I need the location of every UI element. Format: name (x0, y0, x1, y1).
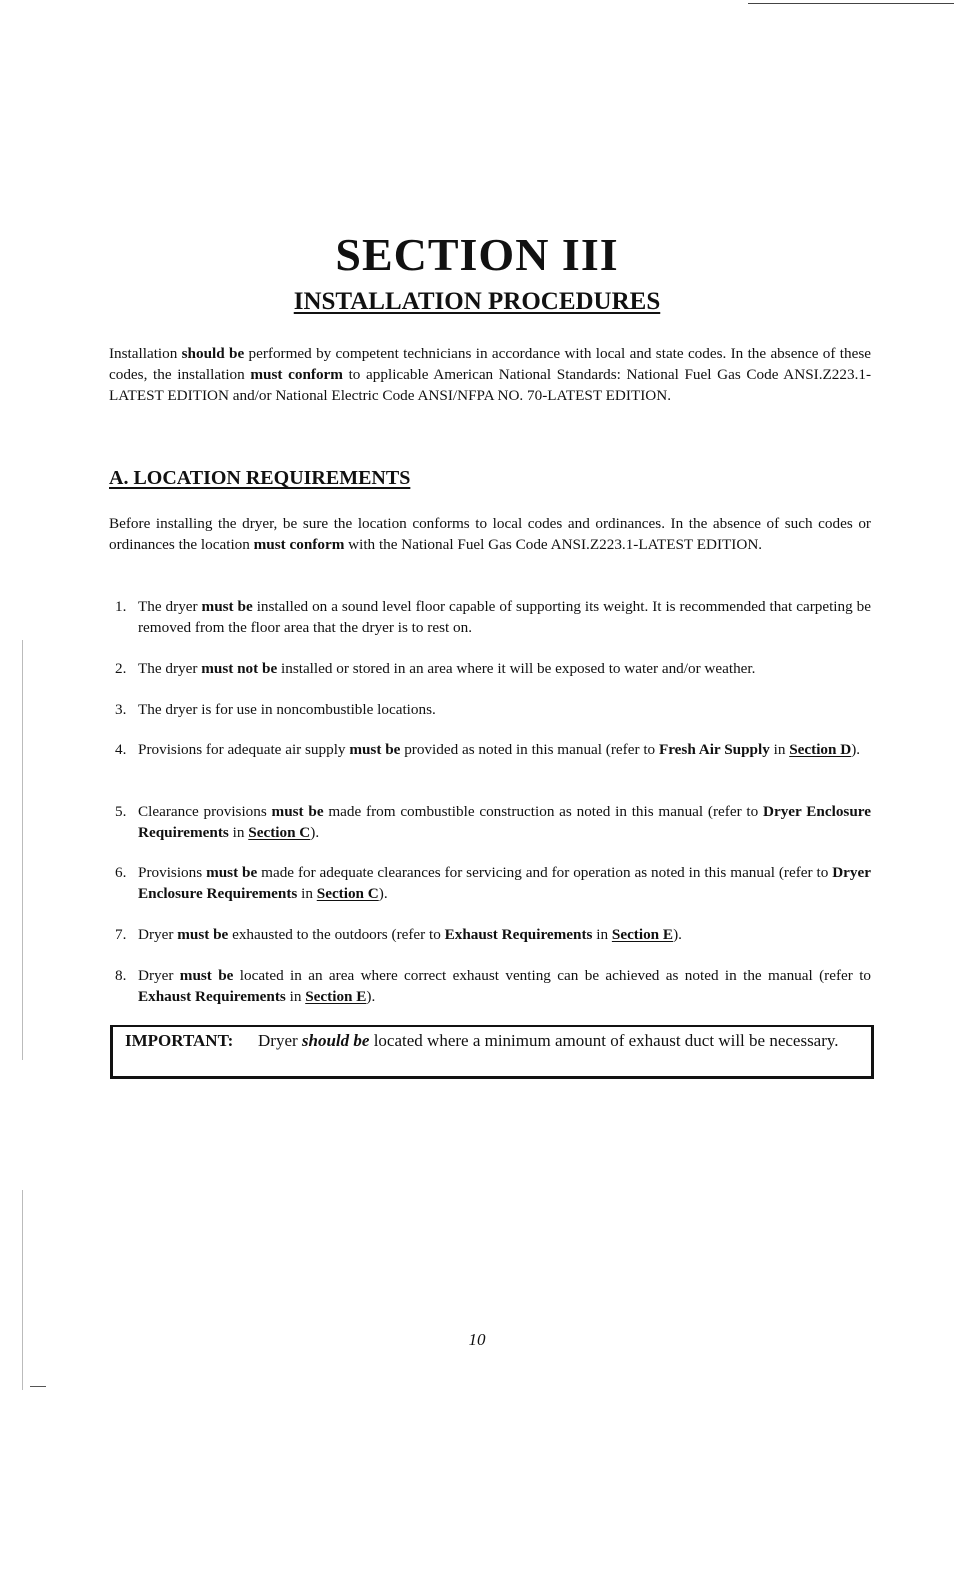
important-text: Dryer should be located where a minimum amount of exhaust duct will be necessary. (258, 1031, 839, 1050)
intro-text: Installation (109, 345, 182, 362)
reference-link: Dryer Enclosure Requirements (138, 864, 872, 902)
intro-text: to applicable American National Standards: National Fuel Gas Code ANSI.Z223.1-LATEST EDITION and/or National Electric Code ANSI/NFPA NO. 70-LATEST EDITION. (109, 366, 872, 404)
list-item-text: Clearance provisions must be made from combustible construction as noted in this manual (refer to Dryer Enclosure Requirements in Section C). (138, 803, 871, 841)
section-reference: Section C (316, 885, 379, 902)
list-item-text: Dryer must be exhausted to the outdoors (refer to Exhaust Requirements in Section E). (138, 926, 682, 943)
list-item (109, 739, 871, 760)
list-item-number: 3. (115, 701, 127, 718)
list-item-number: 6. (115, 864, 127, 881)
list-item-text: The dryer is for use in noncombustible locations. (138, 701, 436, 718)
intro-paragraph (109, 343, 871, 406)
list-item-number: 8. (115, 967, 127, 984)
location-requirements-heading: A. LOCATION REQUIREMENTS (109, 467, 411, 489)
list-item (109, 596, 871, 638)
location-paragraph (109, 513, 871, 555)
intro-text: performed by competent technicians in accordance with local and state codes. In the absence of these codes, the installation (109, 345, 871, 383)
intro-emphasis: should be (181, 345, 245, 362)
intro-emphasis: must conform (250, 366, 343, 383)
section-reference: Section E (611, 926, 674, 943)
list-item-text: Dryer must be located in an area where correct exhaust venting can be achieved as noted in the manual (refer to Exhaust Requirements in Section E). (138, 967, 872, 1005)
location-text: with the National Fuel Gas Code ANSI.Z223.1-LATEST EDITION. (344, 536, 763, 553)
location-text: Before installing the dryer, be sure the location conforms to local codes and ordinances. In the absence of such codes or ordinances the location (109, 515, 871, 553)
list-item-text: The dryer must be installed on a sound level floor capable of supporting its weight. It is recommended that carpeting be removed from the floor area that the dryer is to rest on. (138, 598, 871, 636)
page-number: 10 (468, 1330, 486, 1349)
list-item (109, 924, 871, 945)
list-item-number: 4. (115, 741, 127, 758)
list-item-text: Provisions for adequate air supply must be provided as noted in this manual (refer to Fresh Air Supply in Section D). (138, 741, 861, 758)
top-edge-line (748, 3, 954, 4)
list-item-text: The dryer must not be installed or stored in an area where it will be exposed to water and/or weather. (138, 660, 756, 677)
list-item-number: 5. (115, 803, 127, 820)
reference-link: Fresh Air Supply (658, 741, 770, 758)
list-item (109, 658, 871, 679)
section-reference: Section D (789, 741, 852, 758)
section-title: SECTION III (335, 229, 619, 280)
list-item (109, 862, 871, 904)
section-subtitle: INSTALLATION PROCEDURES (293, 288, 661, 315)
section-reference: Section C (248, 824, 311, 841)
list-item-number: 2. (115, 660, 127, 677)
location-emphasis: must conform (253, 536, 345, 553)
reference-link: Exhaust Requirements (138, 988, 286, 1005)
important-emphasis: should be (301, 1031, 370, 1050)
reference-link: Dryer Enclosure Requirements (138, 803, 871, 841)
margin-scan-mark (22, 640, 23, 1060)
list-item-number: 7. (115, 926, 127, 943)
important-label: IMPORTANT: (125, 1031, 234, 1050)
section-reference: Section E (305, 988, 367, 1005)
important-notice-box (110, 1025, 874, 1079)
list-item-text: Provisions must be made for adequate clearances for servicing and for operation as noted in this manual (refer to Dryer Enclosure Requirements in Section C). (138, 864, 872, 902)
margin-scan-mark (22, 1190, 23, 1390)
list-item (109, 801, 871, 843)
list-item (109, 699, 871, 720)
reference-link: Exhaust Requirements (444, 926, 593, 943)
list-item-number: 1. (115, 598, 127, 615)
list-item (109, 965, 871, 1007)
margin-dash (30, 1386, 46, 1387)
